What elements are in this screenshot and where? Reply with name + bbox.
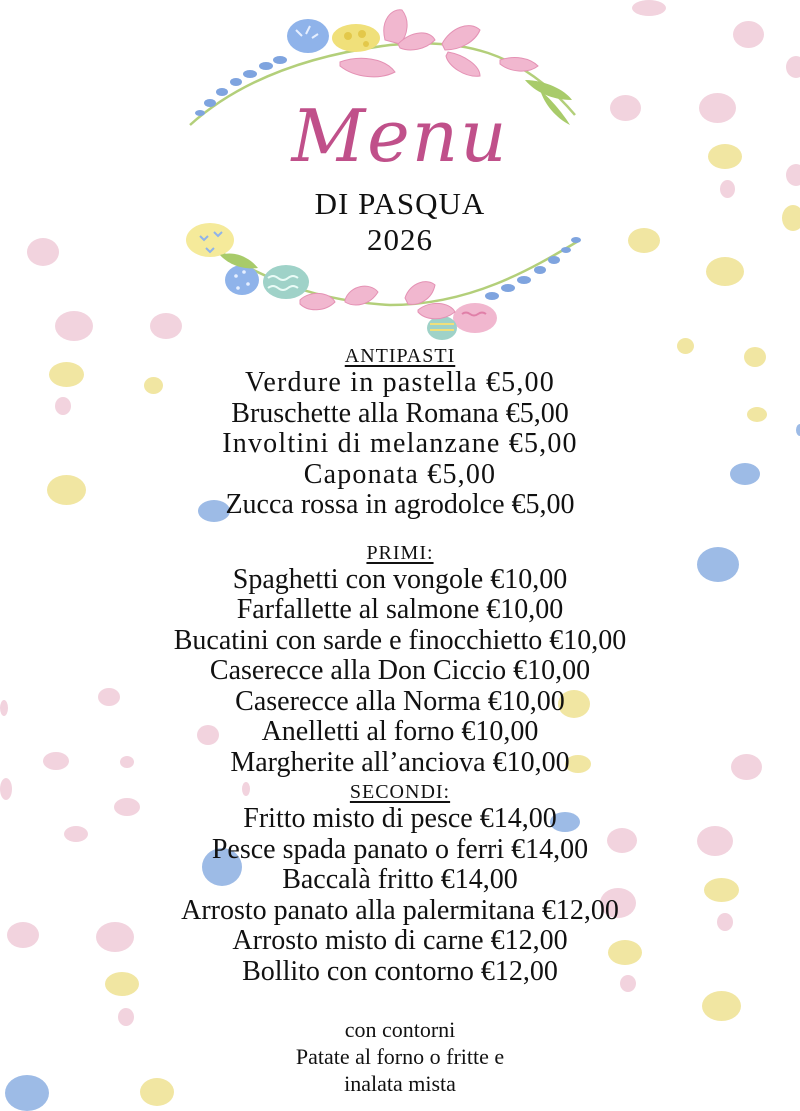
menu-item: Farfallette al salmone €10,00 [236,594,564,625]
menu-item: Bruschette alla Romana €5,00 [231,397,569,429]
menu-item: Bollito con contorno €12,00 [242,955,558,987]
section-heading: ANTIPASTI [344,345,456,367]
menu-item: Caserecce alla Norma €10,00 [235,685,565,717]
easter-egg-icon [263,265,309,299]
side-dishes-line: Patate al forno o fritte e [295,1044,505,1069]
easter-egg-icon [332,24,380,52]
section-antipasti [0,344,800,521]
pink-dot [733,21,764,48]
side-dishes-note [0,1016,800,1097]
easter-egg-icon [453,303,497,333]
menu-item: Arrosto panato alla palermitana €12,00 [181,894,619,926]
menu-item: Spaghetti con vongole €10,00 [232,563,568,595]
menu-subtitle: DI PASQUA [314,186,486,221]
easter-egg-icon [287,19,329,53]
pink-flower-icon [300,282,455,319]
section-heading: SECONDI: [349,781,451,803]
menu-item: Caserecce alla Don Ciccio €10,00 [209,655,591,686]
pink-dot [150,313,182,339]
menu-body [0,344,800,987]
menu-item: Anelletti al forno €10,00 [261,716,539,747]
easter-egg-icon [427,316,457,340]
side-dishes-line: con contorni [344,1017,456,1042]
side-dishes-line: inalata mista [344,1071,456,1096]
section-primi [0,541,800,779]
menu-title: Menu [291,94,509,178]
menu-item: Zucca rossa in agrodolce €5,00 [225,489,575,520]
section-heading: PRIMI: [366,541,434,564]
menu-item: Bucatini con sarde e finocchietto €10,00 [173,624,627,656]
menu-year: 2026 [367,222,433,257]
pink-dot [632,0,666,16]
menu-item: Verdure in pastella €5,00 [245,367,555,398]
pink-dot [786,56,800,78]
easter-egg-icon [225,265,259,295]
menu-item: Caponata €5,00 [303,458,497,490]
leaf-icon [220,253,258,268]
pink-dot [55,311,93,341]
menu-item: Pesce spada panato o ferri €14,00 [211,833,589,865]
yellow-dot [706,257,744,286]
menu-item: Margherite all’anciova €10,00 [230,746,570,778]
menu-item: Baccalà fritto €14,00 [282,864,518,895]
menu-item: Fritto misto di pesce €14,00 [243,803,557,834]
menu-item: Arrosto misto di carne €12,00 [232,925,568,956]
menu-item: Involtini di melanzane €5,00 [222,428,578,459]
section-secondi [0,780,800,987]
